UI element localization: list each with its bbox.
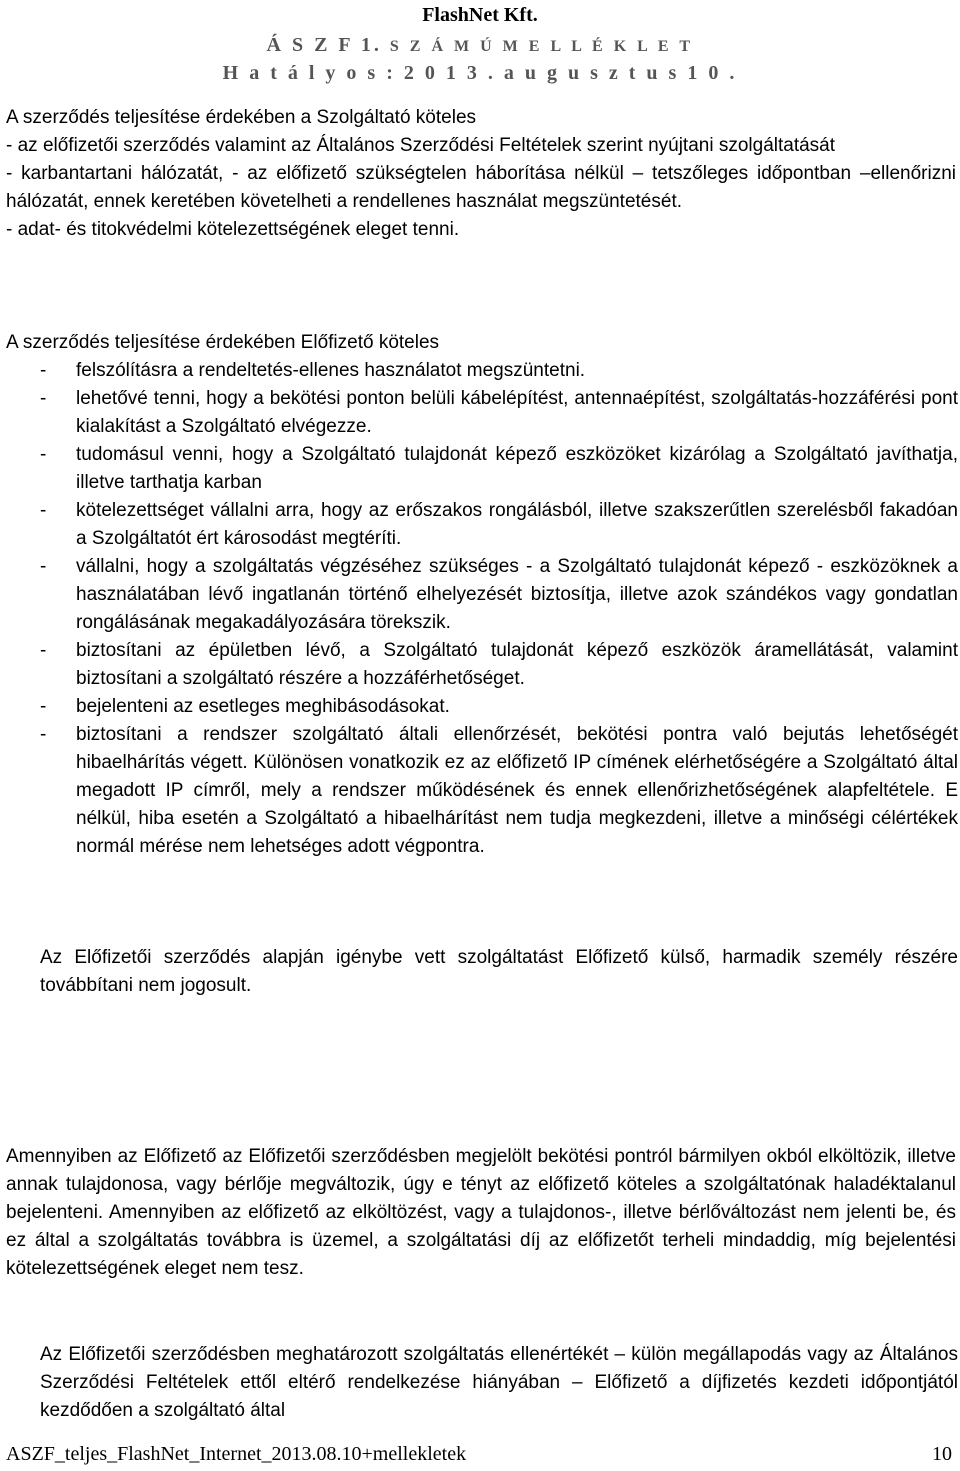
provider-obligation-item: - karbantartani hálózatát, - az előfizető szükségtelen háborítása nélkül – tetszőleges időpontban –ellenőrizni hálózatát, ennek keretében követelheti a rendellenes használat megszüntetését. — [6, 163, 956, 212]
fee-paragraph: Az Előfizetői szerződésben meghatározott szolgáltatás ellenértékét – külön megállapodás vagy az Általános Szerződési Feltételek ettől eltérő rendelkezése hiányában – Előfizető a díjfizetés kezdeti időpontjától kezdődően a szolgáltató által — [40, 1344, 958, 1421]
header-annex-title — [0, 32, 960, 60]
list-dash: - — [40, 696, 47, 717]
list-item: - kötelezettséget vállalni arra, hogy az erőszakos rongálásból, illetve szakszerűtlen szerelésből fakadóan a Szolgáltatót ért károsodást megtéríti. — [40, 497, 958, 553]
subscriber-obligations-intro: A szerződés teljesítése érdekében Előfizető köteles — [6, 332, 440, 353]
list-item: - tudomásul venni, hogy a Szolgáltató tulajdonát képező eszközöket kizárólag a Szolgáltató javíthatja, illetve tarthatja karban — [40, 441, 958, 497]
list-item: - biztosítani az épületben lévő, a Szolgáltató tulajdonát képező eszközök áramellátását, valamint biztosítani a szolgáltató részére a hozzáférhetőséget. — [40, 637, 958, 693]
header-effective-date: H a t á l y o s : 2 0 1 3 . a u g u s z t u s 1 0 . — [222, 62, 738, 84]
list-dash: - — [40, 724, 47, 745]
footer-filename: ASZF_teljes_FlashNet_Internet_2013.08.10+mellekletek — [6, 1443, 467, 1465]
list-item: - bejelenteni az esetleges meghibásodásokat. — [40, 693, 958, 721]
provider-obligation-item: - adat- és titokvédelmi kötelezettségének eleget tenni. — [6, 219, 460, 240]
header-company: FlashNet Kft. — [422, 4, 538, 26]
list-dash: - — [40, 388, 47, 409]
list-item: - lehetővé tenni, hogy a bekötési ponton belüli kábelépítést, antennaépítést, szolgáltatás-hozzáférési pont kialakítást a Szolgáltató elvégezze. — [40, 385, 958, 441]
header-annex-rest: S Z Á M Ú M E L L É K L E T — [389, 38, 694, 55]
list-item: - biztosítani a rendszer szolgáltató általi ellenőrzését, bekötési pontra való bejutás lehetőségét hibaelhárítás végett. Különösen vonatkozik ez az előfizető IP címének elérhetőségére a Szolgáltató által megadott IP címről, mely a rendszer működésének és ennek ellenőrizhetőségének alapfeltétele. E nélkül, hiba esetén a Szolgáltató a hibaelhárítást nem tudja megkezdeni, illetve a minőségi célértékek normál mérése nem lehetséges adott végpontra. — [40, 721, 958, 861]
list-dash: - — [40, 556, 47, 577]
provider-obligation-item: - az előfizetői szerződés valamint az Általános Szerződési Feltételek szerint nyújtani szolgáltatását — [6, 135, 836, 156]
list-item: - felszólításra a rendeltetés-ellenes használatot megszüntetni. — [40, 357, 958, 385]
third-party-paragraph: Az Előfizetői szerződés alapján igénybe vett szolgáltatást Előfizető külső, harmadik személy részére továbbítani nem jogosult. — [40, 947, 958, 996]
list-dash: - — [40, 500, 47, 521]
relocation-paragraph: Amennyiben az Előfizető az Előfizetői szerződésben megjelölt bekötési pontról bármilyen okból elköltözik, illetve annak tulajdonosa, vagy bérlője megváltozik, úgy e tényt az előfizető köteles a szolgáltatónak haladéktalanul bejelenteni. Amennyiben az előfizető az elköltözést, vagy a tulajdonos-, illetve bérlőváltozást nem jelenti be, és ez által a szolgáltatás továbbra is üzemel, a szolgáltatási díj az előfizetőt terheli mindaddig, míg bejelentési kötelezettségének eleget nem tesz. — [6, 1146, 956, 1279]
provider-obligations — [6, 104, 956, 244]
list-dash: - — [40, 444, 47, 465]
list-dash: - — [40, 360, 47, 381]
list-dash: - — [40, 640, 47, 661]
subscriber-obligations-list — [40, 357, 958, 861]
list-item: - vállalni, hogy a szolgáltatás végzéséhez szükséges - a Szolgáltató tulajdonát képező - eszközöknek a használatában lévő ingatlanán történő elhelyezését biztosítja, illetve azok szándékos vagy gondatlan rongálásának megakadályozására törekszik. — [40, 553, 958, 637]
footer-page-number: 10 — [932, 1443, 952, 1465]
header-annex-prefix: Á S Z F 1. — [266, 34, 382, 56]
provider-obligations-intro: A szerződés teljesítése érdekében a Szolgáltató köteles — [6, 107, 477, 128]
